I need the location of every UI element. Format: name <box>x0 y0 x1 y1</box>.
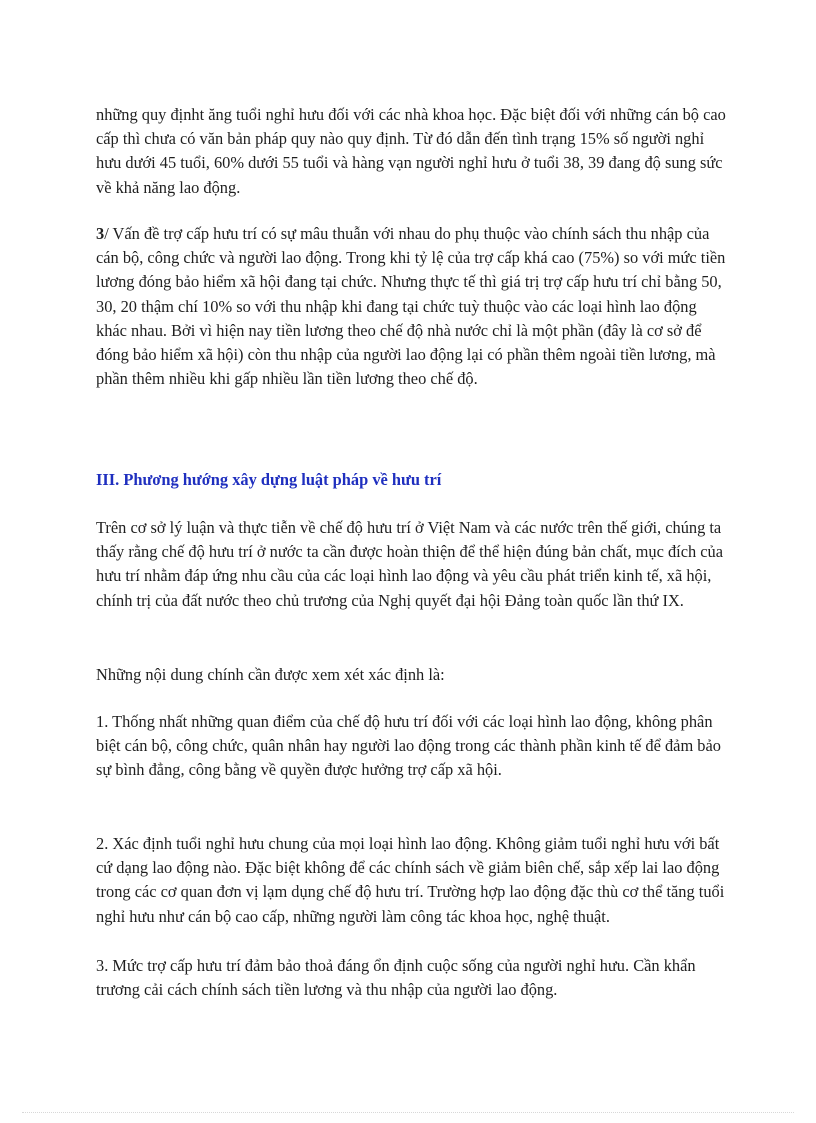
paragraph-introduction: Trên cơ sở lý luận và thực tiễn về chế độ hưu trí ở Việt Nam và các nước trên thế giới, chúng ta thấy rằng chế độ hưu trí ở nước ta cần được hoàn thiện để thể hiện đúng bản chất, mục đích của hưu trí nhằm đáp ứng nhu cầu của các loại hình lao động và yêu cầu phát triển kinh tế, xã hội, chính trị của đất nước theo chủ trương của Nghị quyết đại hội Đảng toàn quốc lần thứ IX. <box>96 518 724 610</box>
paragraph-number: 3 <box>96 224 105 243</box>
list-item-1: 1. Thống nhất những quan điểm của chế độ hưu trí đối với các loại hình lao động, không phân biệt cán bộ, công chức, quân nhân hay người lao động trong các thành phần kinh tế để đảm bảo sự bình đẳng, công bằng về quyền được hưởng trợ cấp xã hội. <box>96 712 721 780</box>
page-bottom-divider <box>22 1112 794 1113</box>
paragraph-retirement-age: những quy địnht ăng tuổi nghỉ hưu đối với các nhà khoa học. Đặc biệt đối với những cán bộ cao cấp thì chưa có văn bản pháp quy nào quy định. Từ đó dẫn đến tình trạng 15% số người nghỉ hưu dưới 45 tuổi, 60% dưới 55 tuổi và hàng vạn người nghỉ hưu ở tuổi 38, 39 đang độ sung sức về khả năng lao động. <box>96 105 726 197</box>
paragraph-main-contents: Những nội dung chính cần được xem xét xác định là: <box>96 665 445 684</box>
list-item-3: 3. Mức trợ cấp hưu trí đảm bảo thoả đáng ổn định cuộc sống của người nghỉ hưu. Cần khẩn trương cải cách chính sách tiền lương và thu nhập của người lao động. <box>96 956 696 1000</box>
list-item-2: 2. Xác định tuổi nghỉ hưu chung của mọi loại hình lao động. Không giảm tuổi nghỉ hưu với bất cứ dạng lao động nào. Đặc biệt không để các chính sách về giảm biên chế, sắp xếp lai lao động trong các cơ quan đơn vị lạm dụng chế độ hưu trí. Trường hợp lao động đặc thù cơ thể tăng tuổi nghỉ hưu như cán bộ cao cấp, những người làm công tác khoa học, nghệ thuật. <box>96 834 725 926</box>
paragraph-text: / Vấn đề trợ cấp hưu trí có sự mâu thuẫn với nhau do phụ thuộc vào chính sách thu nhập của cán bộ, công chức và người lao động. Trong khi tỷ lệ của trợ cấp khá cao (75%) so với mức tiền lương đóng bảo hiểm xã hội đang tại chức. Nhưng thực tế thì giá trị trợ cấp hưu trí chỉ bằng 50, 30, 20 thậm chí 10% so với thu nhập khi đang tại chức tuỳ thuộc vào các loại hình lao động khác nhau. Bởi vì hiện nay tiền lương theo chế độ nhà nước chỉ là một phần (đây là cơ sở để đóng bảo hiểm xã hội) còn thu nhập của người lao động lại có phần thêm ngoài tiền lương, mà phần thêm nhiều khi gấp nhiều lần tiền lương theo chế độ. <box>96 224 726 389</box>
section-heading: III. Phương hướng xây dựng luật pháp về hưu trí <box>96 470 442 489</box>
paragraph-pension-subsidy <box>96 222 726 391</box>
